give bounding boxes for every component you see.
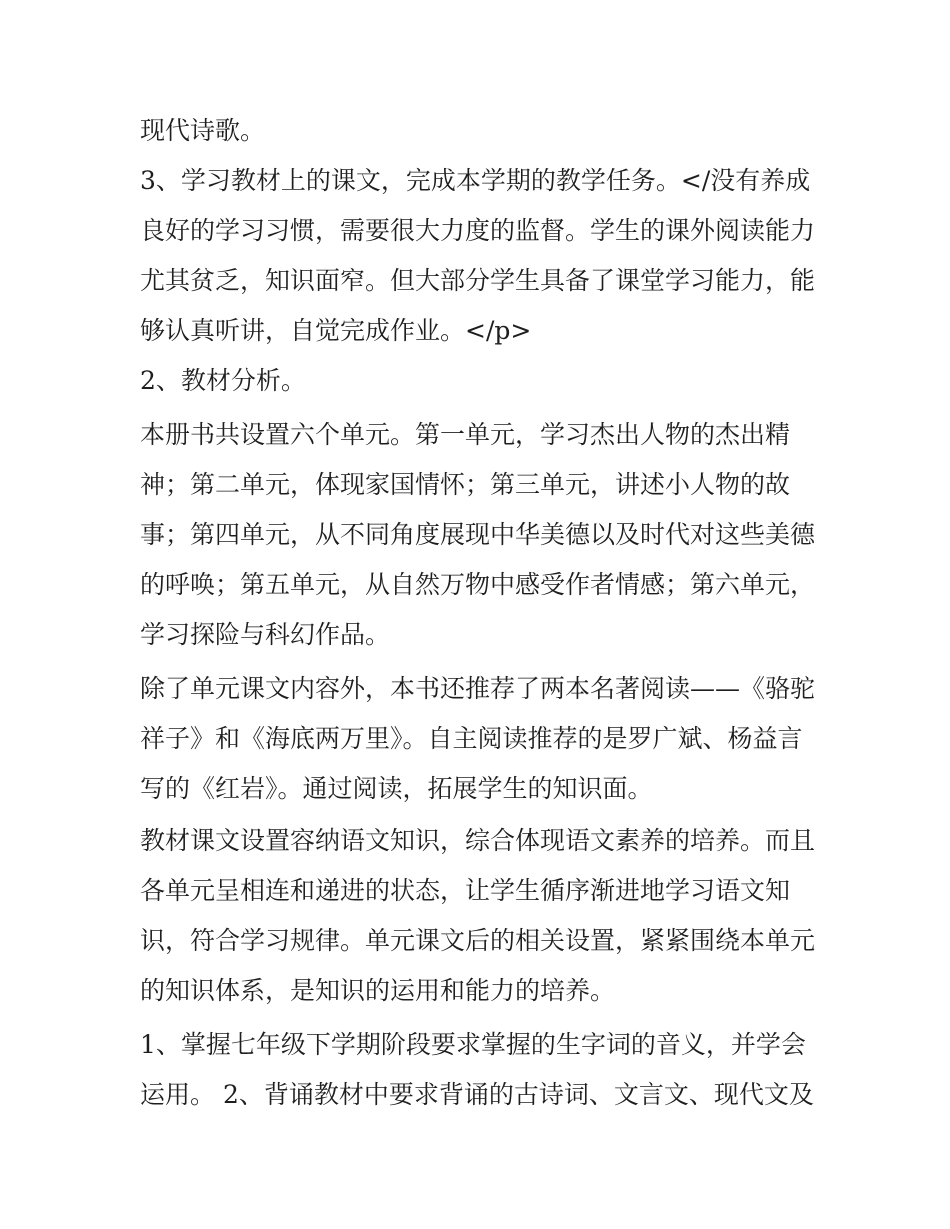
text-line: 3、学习教材上的课文，完成本学期的教学任务。</没有养成: [140, 166, 811, 195]
section-heading: 2、教材分析。: [140, 366, 306, 395]
text-line: 除了单元课文内容外，本书还推荐了两本名著阅读——《骆驼: [140, 674, 816, 703]
text-line: 教材课文设置容纳语文知识，综合体现语文素养的培养。而且: [140, 826, 816, 855]
text-line: 尤其贫乏，知识面窄。但大部分学生具备了课堂学习能力，能: [140, 266, 816, 295]
text-line: 运用。 2、背诵教材中要求背诵的古诗词、文言文、现代文及: [140, 1080, 814, 1109]
text-line: 的知识体系，是知识的运用和能力的培养。: [140, 976, 616, 1005]
text-line: 识，符合学习规律。单元课文后的相关设置，紧紧围绕本单元: [140, 926, 816, 955]
text-line: 事；第四单元，从不同角度展现中华美德以及时代对这些美德: [140, 520, 816, 549]
text-line: 良好的学习习惯，需要很大力度的监督。学生的课外阅读能力: [140, 216, 816, 245]
text-line: 1、掌握七年级下学期阶段要求掌握的生字词的音义，并学会: [140, 1030, 806, 1059]
text-line: 写的《红岩》。通过阅读，拓展学生的知识面。: [140, 774, 653, 803]
text-line: 够认真听讲，自觉完成作业。</p>: [140, 316, 532, 345]
text-line: 神；第二单元，体现家国情怀；第三单元，讲述小人物的故: [140, 470, 791, 499]
text-line: 现代诗歌。: [140, 116, 266, 145]
text-line: 祥子》和《海底两万里》。自主阅读推荐的是罗广斌、杨益言: [140, 724, 803, 753]
text-line: 的呼唤；第五单元，从自然万物中感受作者情感；第六单元，: [140, 570, 816, 599]
text-line: 各单元呈相连和递进的状态，让学生循序渐进地学习语文知: [140, 876, 791, 905]
text-line: 学习探险与科幻作品。: [140, 620, 391, 649]
text-line: 本册书共设置六个单元。第一单元，学习杰出人物的杰出精: [140, 420, 791, 449]
